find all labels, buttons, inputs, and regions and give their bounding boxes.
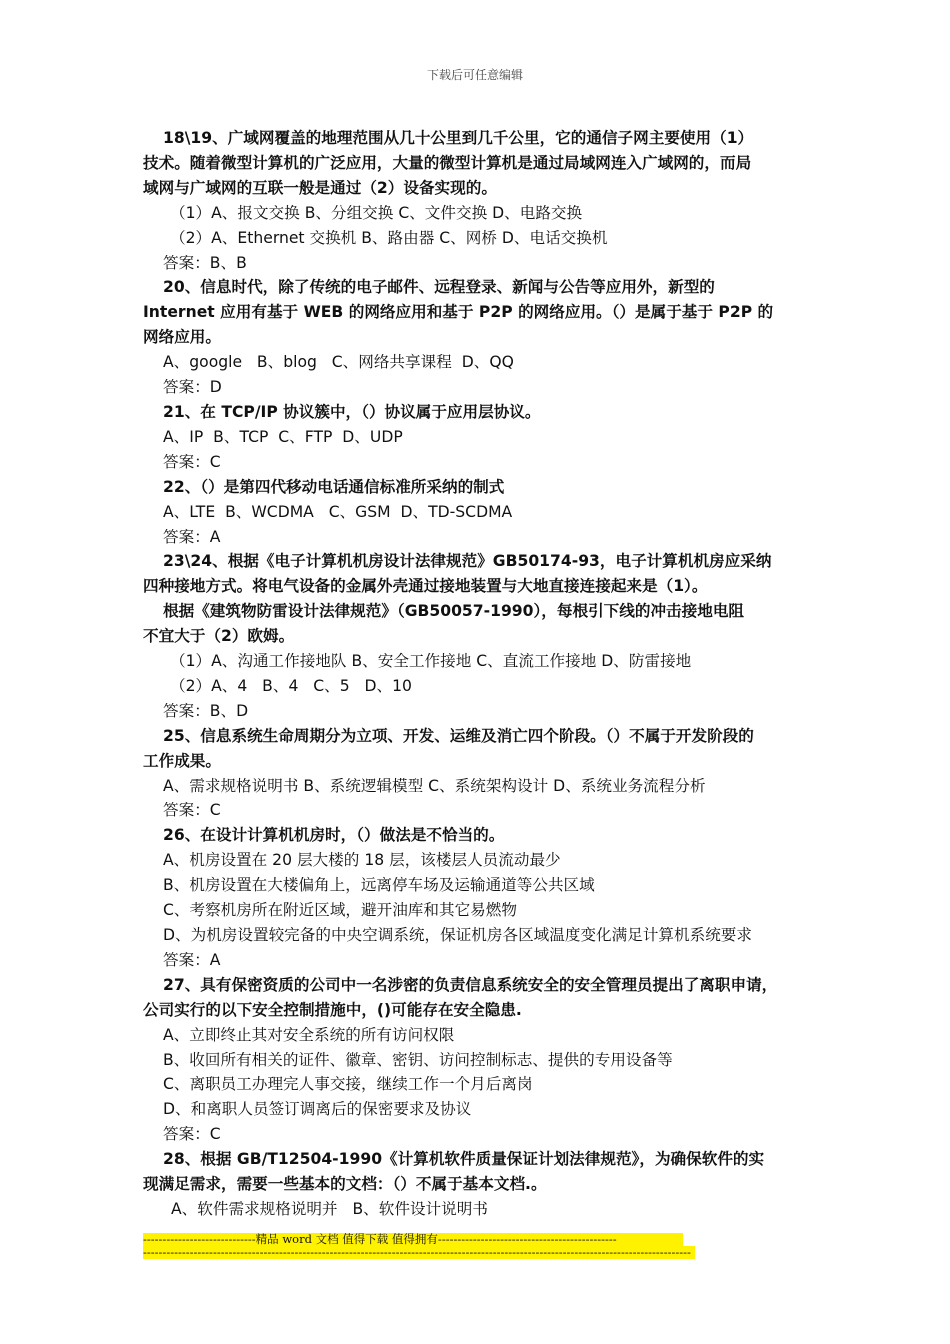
question-line: 21、在 TCP/IP 协议簇中，（）协议属于应用层协议。	[163, 402, 541, 421]
question-line: 18\19、广域网覆盖的地理范围从几十公里到几千公里，它的通信子网主要使用（1）	[163, 129, 754, 147]
text-line: A、google B、blog C、网络共享课程 D、QQ	[163, 353, 514, 372]
question-line: 域网与广域网的互联一般是通过（2）设备实现的。	[143, 178, 497, 197]
text-line: A、需求规格说明书 B、系统逻辑模型 C、系统架构设计 D、系统业务流程分析	[163, 776, 706, 795]
footer-banner	[143, 1233, 695, 1259]
text-line: （2）A、4 B、4 C、5 D、10	[170, 676, 412, 695]
text-line: 答案：C	[163, 1125, 221, 1144]
question-line: 现满足需求，需要一些基本的文档：（）不属于基本文档.。	[143, 1175, 547, 1194]
question-line: 28、根据 GB/T12504-1990《计算机软件质量保证计划法律规范》，为确保软件的实	[163, 1150, 765, 1169]
text-line: C、考察机房所在附近区域，避开油库和其它易燃物	[163, 901, 517, 920]
question-line: 技术。随着微型计算机的广泛应用，大量的微型计算机是通过局域网连入广域网的，而局	[143, 153, 752, 172]
text-line: B、收回所有相关的证件、徽章、密钥、访问控制标志、提供的专用设备等	[163, 1050, 673, 1069]
text-line: A、机房设置在 20 层大楼的 18 层，该楼层人员流动最少	[163, 851, 561, 870]
text-line: 答案：C	[163, 801, 221, 820]
text-line: 答案：C	[163, 452, 221, 471]
text-line: D、为机房设置较完备的中央空调系统，保证机房各区域温度变化满足计算机系统要求	[163, 926, 752, 944]
question-line: 根据《建筑物防雷设计法律规范》（GB50057-1990），每根引下线的冲击接地电阻	[163, 602, 745, 621]
text-line: C、离职员工办理完人事交接，继续工作一个月后离岗	[163, 1075, 533, 1094]
question-line: Internet 应用有基于 WEB 的网络应用和基于 P2P 的网络应用。（）是属于基于 P2P 的	[143, 303, 774, 322]
footer-line-2: ---------------------------------------------------------------------------------------------------------------------------------------------	[143, 1246, 695, 1259]
question-line: 不宜大于（2）欧姆。	[143, 627, 295, 646]
text-line: D、和离职人员签订调离后的保密要求及协议	[163, 1100, 472, 1119]
footer-line-1: -----------------------------精品 word 文档 值得下载 值得拥有----------------------------------------------	[143, 1233, 683, 1246]
text-line: （1）A、报文交换 B、分组交换 C、文件交换 D、电路交换	[170, 203, 583, 222]
question-line: 22、（）是第四代移动电话通信标准所采纳的制式	[163, 477, 505, 496]
text-line: B、机房设置在大楼偏角上，远离停车场及运输通道等公共区域	[163, 876, 595, 895]
question-line: 27、具有保密资质的公司中一名涉密的负责信息系统安全的安全管理员提出了离职申请，	[163, 975, 778, 994]
question-line: 工作成果。	[143, 751, 221, 770]
text-line: A、软件需求规格说明并 B、软件设计说明书	[171, 1199, 488, 1218]
text-line: A、LTE B、WCDMA C、GSM D、TD-SCDMA	[163, 502, 513, 521]
question-line: 四种接地方式。将电气设备的金属外壳通过接地装置与大地直接连接起来是（1）。	[143, 577, 708, 596]
text-line: 答案：D	[163, 378, 222, 397]
document-body	[143, 126, 823, 1222]
question-line: 25、信息系统生命周期分为立项、开发、运维及消亡四个阶段。（）不属于开发阶段的	[163, 726, 754, 745]
page-header: 下载后可任意编辑	[426, 68, 523, 82]
question-line: 23\24、根据《电子计算机机房设计法律规范》GB50174-93，电子计算机机房应采纳	[163, 552, 772, 571]
text-line: 答案：A	[163, 527, 221, 546]
text-line: 答案：B、D	[163, 701, 249, 720]
question-line: 20、信息时代，除了传统的电子邮件、远程登录、新闻与公告等应用外，新型的	[163, 278, 715, 297]
text-line: 答案：A	[163, 950, 221, 969]
question-line: 公司实行的以下安全控制措施中，()可能存在安全隐患.	[143, 1000, 522, 1019]
question-line: 26、在设计计算机机房时，（）做法是不恰当的。	[163, 826, 505, 845]
text-line: （2）A、Ethernet 交换机 B、路由器 C、网桥 D、电话交换机	[170, 228, 608, 247]
text-line: （1）A、沟通工作接地队 B、安全工作接地 C、直流工作接地 D、防雷接地	[170, 652, 692, 671]
question-line: 网络应用。	[143, 328, 221, 347]
text-line: A、立即终止其对安全系统的所有访问权限	[163, 1025, 455, 1044]
text-line: 答案：B、B	[163, 253, 247, 272]
text-line: A、IP B、TCP C、FTP D、UDP	[163, 427, 403, 446]
